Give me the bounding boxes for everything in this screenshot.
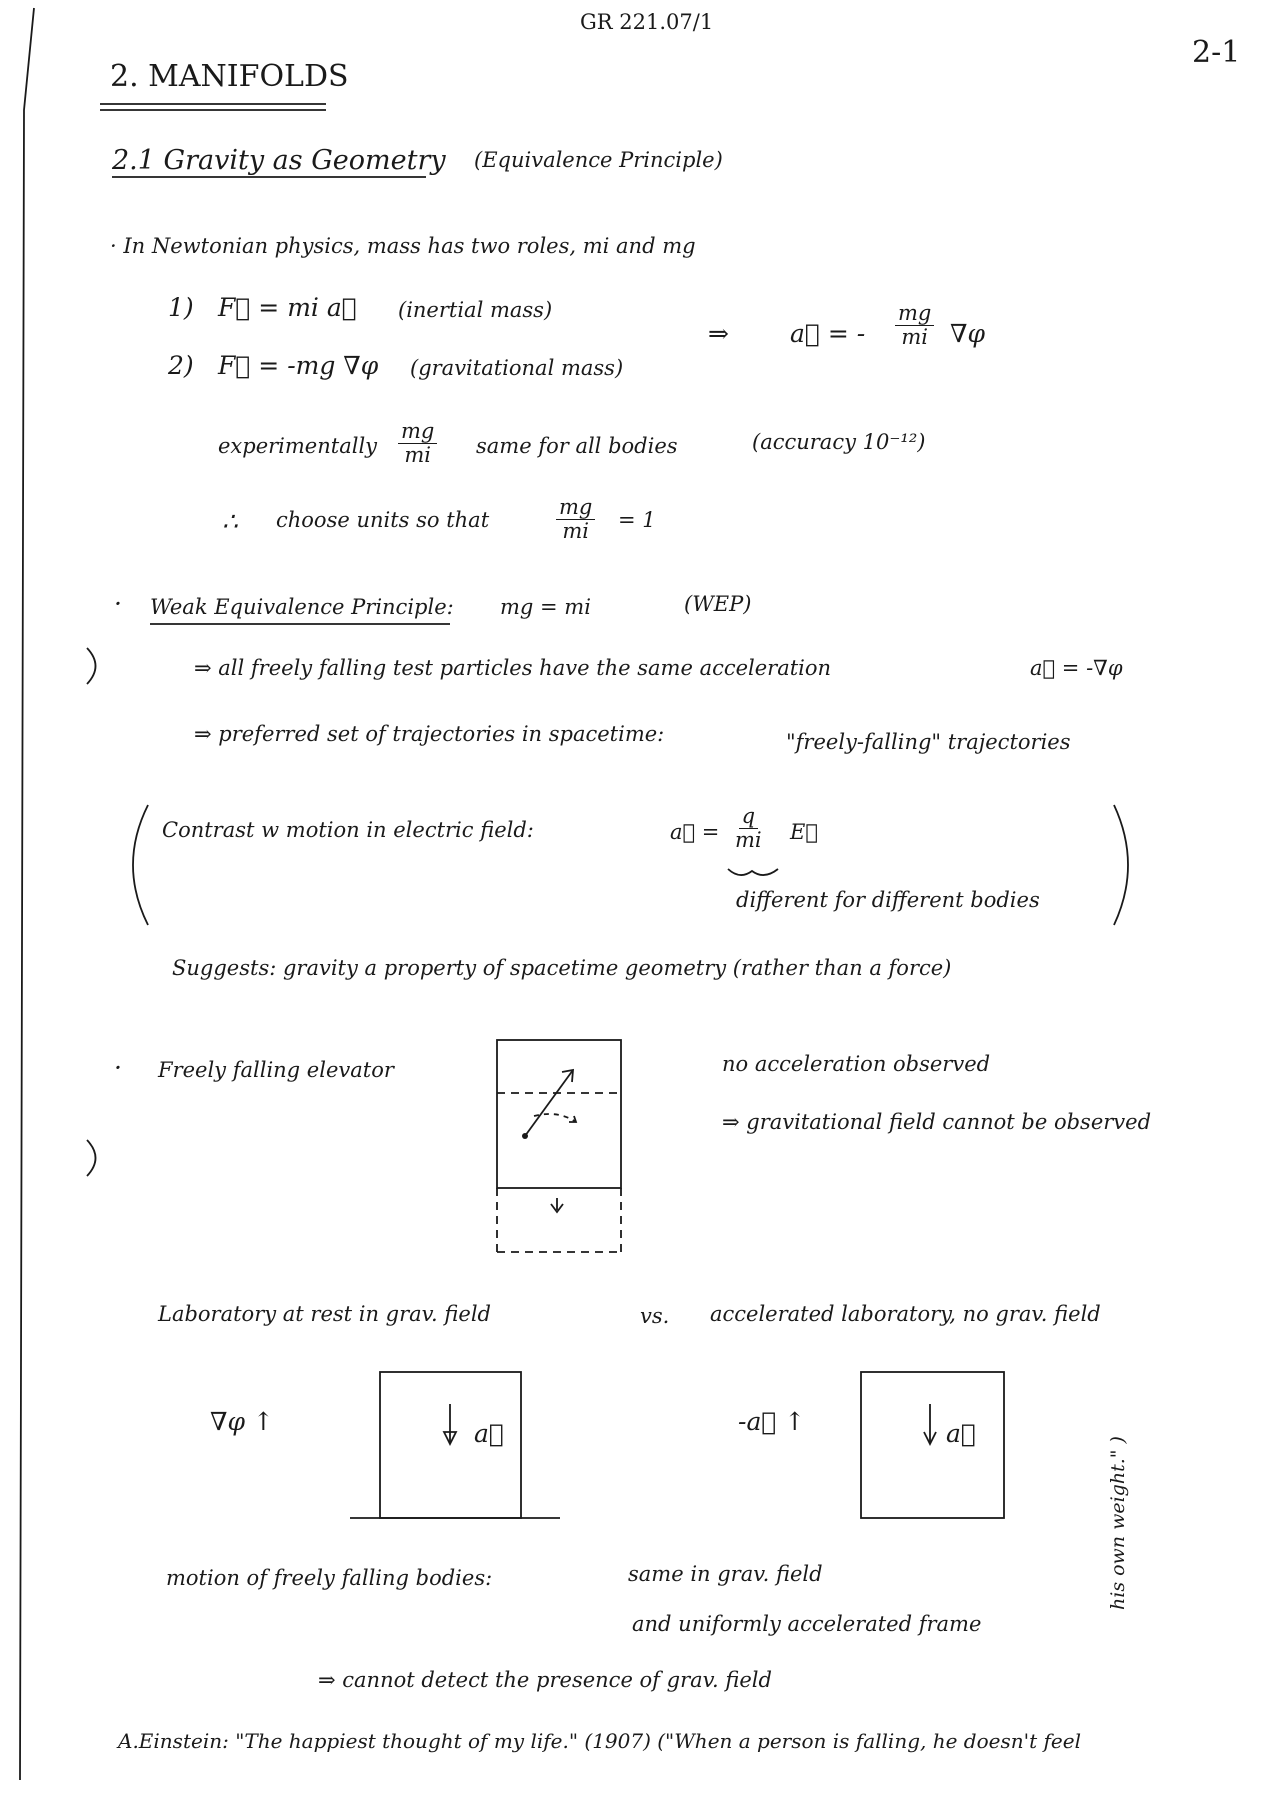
- eq1-note: (inertial mass): [398, 298, 553, 322]
- choose-den: mi: [562, 519, 589, 544]
- elevator-obs1: no acceleration observed: [722, 1052, 991, 1076]
- exp-fraction: [398, 420, 437, 467]
- motion-line1b: same in grav. field: [628, 1562, 823, 1586]
- wep-label: Weak Equivalence Principle:: [150, 595, 454, 619]
- wep-line1-eq: a⃗ = -∇φ: [1030, 656, 1123, 680]
- doc-reference: GR 221.07/1: [580, 10, 714, 34]
- page-number: 2-1: [1192, 35, 1241, 70]
- result-den: mi: [901, 325, 928, 350]
- contrast-note: different for different bodies: [736, 888, 1040, 912]
- right-paren: [1114, 805, 1128, 925]
- einstein-quote: A.Einstein: "The happiest thought of my life." (1907) ("When a person is falling, he doesn't feel: [118, 1729, 1081, 1753]
- motion-line1: motion of freely falling bodies:: [166, 1566, 493, 1590]
- exp-num: mg: [398, 420, 437, 444]
- exp-accuracy: (accuracy 10⁻¹²): [752, 430, 926, 454]
- lab-vs: vs.: [640, 1304, 670, 1328]
- suggests-line: Suggests: gravity a property of spacetime geometry (rather than a force): [172, 956, 952, 980]
- newton-intro: · In Newtonian physics, mass has two roles, mi and mg: [110, 234, 696, 258]
- quote-margin-continuation: his own weight." ): [1107, 1436, 1129, 1610]
- wep-abbr: (WEP): [684, 592, 752, 616]
- implies-arrow: ⇒: [708, 319, 729, 348]
- eq2-label: 2): [168, 351, 194, 380]
- left-paren: [133, 805, 148, 925]
- punch-mark: [87, 1140, 96, 1176]
- motion-line3: ⇒ cannot detect the presence of grav. field: [318, 1668, 772, 1692]
- section-title: 2.1 Gravity as Geometry: [112, 145, 446, 176]
- choose-units: choose units so that: [276, 508, 490, 532]
- margin-rule: [20, 8, 34, 1780]
- lab-at-rest-diagram: [350, 1372, 560, 1518]
- choose-eq: = 1: [618, 508, 656, 532]
- choose-fraction: [556, 496, 595, 543]
- eq2-note: (gravitational mass): [410, 356, 624, 380]
- exp-same: same for all bodies: [476, 434, 678, 458]
- contrast-num: q: [739, 805, 758, 829]
- elevator-obs2: ⇒ gravitational field cannot be observed: [722, 1110, 1152, 1134]
- lab-left-vec: a⃗: [474, 1419, 504, 1448]
- eq2: F⃗ = -mg ∇φ: [218, 351, 379, 380]
- contrast-lhs: a⃗ =: [670, 820, 720, 844]
- eq1: F⃗ = mi a⃗: [218, 293, 357, 322]
- contrast-den: mi: [735, 828, 762, 853]
- eq1-label: 1): [168, 293, 194, 322]
- choose-num: mg: [556, 496, 595, 520]
- section-subtitle: (Equivalence Principle): [474, 148, 723, 172]
- motion-line2: and uniformly accelerated frame: [632, 1612, 982, 1636]
- wep-equation: mg = mi: [500, 595, 591, 619]
- result-fraction: [895, 302, 934, 349]
- lab-right-label: -a⃗ ↑: [738, 1407, 806, 1436]
- experimentally-text: experimentally: [218, 434, 378, 458]
- contrast-field: E⃗: [790, 820, 818, 844]
- wep-line2-end: "freely-falling" trajectories: [786, 730, 1071, 754]
- result-lhs: a⃗ = -: [790, 319, 866, 348]
- result-rhs: ∇φ: [950, 319, 985, 348]
- lab-right-vec: a⃗: [946, 1419, 976, 1448]
- result-num: mg: [895, 302, 934, 326]
- elevator-label: Freely falling elevator: [158, 1058, 394, 1082]
- wep-line1: ⇒ all freely falling test particles have the same acceleration: [194, 656, 832, 680]
- exp-den: mi: [404, 443, 431, 468]
- lab-heading-left: Laboratory at rest in grav. field: [158, 1302, 491, 1326]
- punch-mark: [87, 648, 96, 684]
- therefore-symbol: ∴: [222, 507, 238, 536]
- elevator-diagram: [497, 1040, 621, 1252]
- contrast-fraction: [732, 805, 765, 852]
- contrast-text: Contrast w motion in electric field:: [162, 818, 534, 842]
- lab-heading-right: accelerated laboratory, no grav. field: [710, 1302, 1101, 1326]
- lab-left-label: ∇φ ↑: [210, 1407, 274, 1436]
- elevator-bullet: ·: [114, 1053, 122, 1082]
- wep-line2: ⇒ preferred set of trajectories in spacetime:: [194, 722, 665, 746]
- underbrace: [728, 869, 778, 875]
- accelerated-lab-diagram: [861, 1372, 1004, 1518]
- chapter-title: 2. MANIFOLDS: [110, 59, 349, 94]
- wep-bullet: ·: [114, 589, 122, 618]
